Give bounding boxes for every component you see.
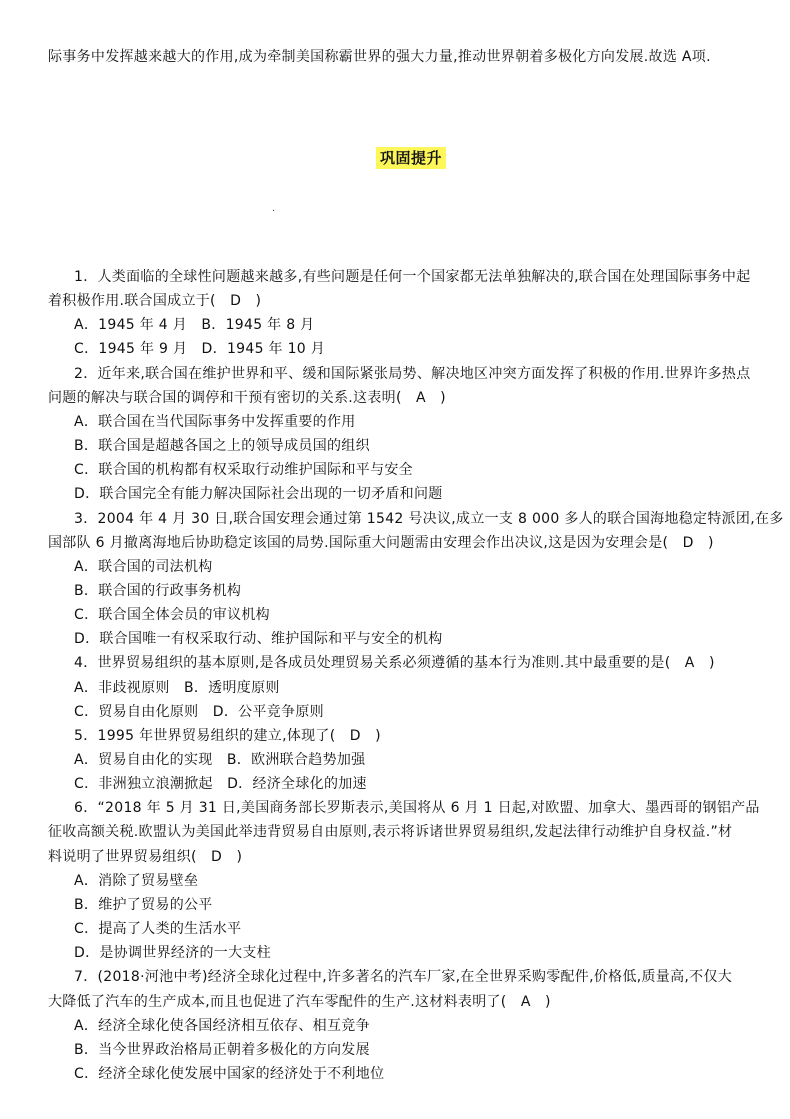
- answer-option: A．经济全球化使各国经济相互依存、相互竞争: [74, 1017, 370, 1034]
- answer-option: C．联合国的机构都有权采取行动维护国际和平与安全: [74, 462, 413, 479]
- answer-option: C．联合国全体会员的审议机构: [74, 607, 270, 624]
- question-stem: 1．人类面临的全球性问题越来越多,有些问题是任何一个国家都无法单独解决的,联合国在处理国际事务中起: [74, 269, 751, 285]
- answer-option: B．联合国是超越各国之上的领导成员国的组织: [74, 438, 370, 454]
- question-stem: 5．1995 年世界贸易组织的建立,体现了( D ): [74, 727, 381, 744]
- question-stem: 7．(2018·河池中考)经济全球化过程中,许多著名的汽车厂家,在全世界采购零配件,价格低,质量高,不仅大: [74, 969, 733, 986]
- question-continuation: 国部队 6 月撤离海地后协助稳定该国的局势.国际重大问题需由安理会作出决议,这是因为安理会是( D ): [48, 534, 714, 551]
- question-stem: 3．2004 年 4 月 30 日,联合国安理会通过第 1542 号决议,成立一支 8 000 多人的联合国海地稳定特派团,在多: [74, 510, 784, 527]
- answer-option: A．1945 年 4 月 B．1945 年 8 月: [74, 317, 315, 334]
- answer-option: B．当今世界政治格局正朝着多极化的方向发展: [74, 1041, 370, 1058]
- question-continuation: 着积极作用.联合国成立于( D ): [48, 293, 262, 310]
- question-continuation: 料说明了世界贸易组织( D ): [48, 848, 243, 865]
- answer-option: A．非歧视原则 B．透明度原则: [74, 679, 280, 696]
- intro-paragraph: 际事务中发挥越来越大的作用,成为牵制美国称霸世界的强大力量,推动世界朝着多极化方向发展.故选 A项.: [48, 49, 711, 65]
- answer-option: C．非洲独立浪潮掀起 D．经济全球化的加速: [74, 776, 367, 793]
- answer-option: A．消除了贸易壁垒: [74, 872, 199, 889]
- answer-option: C．贸易自由化原则 D．公平竞争原则: [74, 703, 324, 720]
- answer-option: D．是协调世界经济的一大支柱: [74, 945, 271, 962]
- answer-option: D．联合国唯一有权采取行动、维护国际和平与安全的机构: [74, 631, 443, 648]
- answer-option: C．提高了人类的生活水平: [74, 921, 242, 937]
- answer-option: A．联合国的司法机构: [74, 558, 213, 575]
- question-continuation: 征收高额关税.欧盟认为美国此举违背贸易自由原则,表示将诉诸世界贸易组织,发起法律行动维护自身权益.”材: [48, 824, 733, 841]
- answer-option: C．经济全球化使发展中国家的经济处于不利地位: [74, 1065, 385, 1082]
- answer-option: B．维护了贸易的公平: [74, 896, 213, 913]
- section-title: 巩固提升: [376, 147, 446, 169]
- question-continuation: 大降低了汽车的生产成本,而且也促进了汽车零配件的生产.这材料表明了( A ): [48, 993, 551, 1010]
- question-stem: 2．近年来,联合国在维护世界和平、缓和国际紧张局势、解决地区冲突方面发挥了积极的作用.世界许多热点: [74, 365, 751, 382]
- answer-option: A．贸易自由化的实现 B．欧洲联合趋势加强: [74, 752, 366, 768]
- stray-dot: ·: [272, 206, 276, 217]
- answer-option: D．联合国完全有能力解决国际社会出现的一切矛盾和问题: [74, 486, 443, 503]
- question-continuation: 问题的解决与联合国的调停和干预有密切的关系.这表明( A ): [48, 389, 446, 406]
- answer-option: A．联合国在当代国际事务中发挥重要的作用: [74, 413, 356, 430]
- question-stem: 6．“2018 年 5 月 31 日,美国商务部长罗斯表示,美国将从 6 月 1 日起,对欧盟、加拿大、墨西哥的钢铝产品: [74, 800, 760, 817]
- answer-option: B．联合国的行政事务机构: [74, 583, 242, 599]
- answer-option: C．1945 年 9 月 D．1945 年 10 月: [74, 341, 326, 358]
- question-stem: 4．世界贸易组织的基本原则,是各成员处理贸易关系必须遵循的基本行为准则.其中最重要的是( A ): [74, 655, 715, 672]
